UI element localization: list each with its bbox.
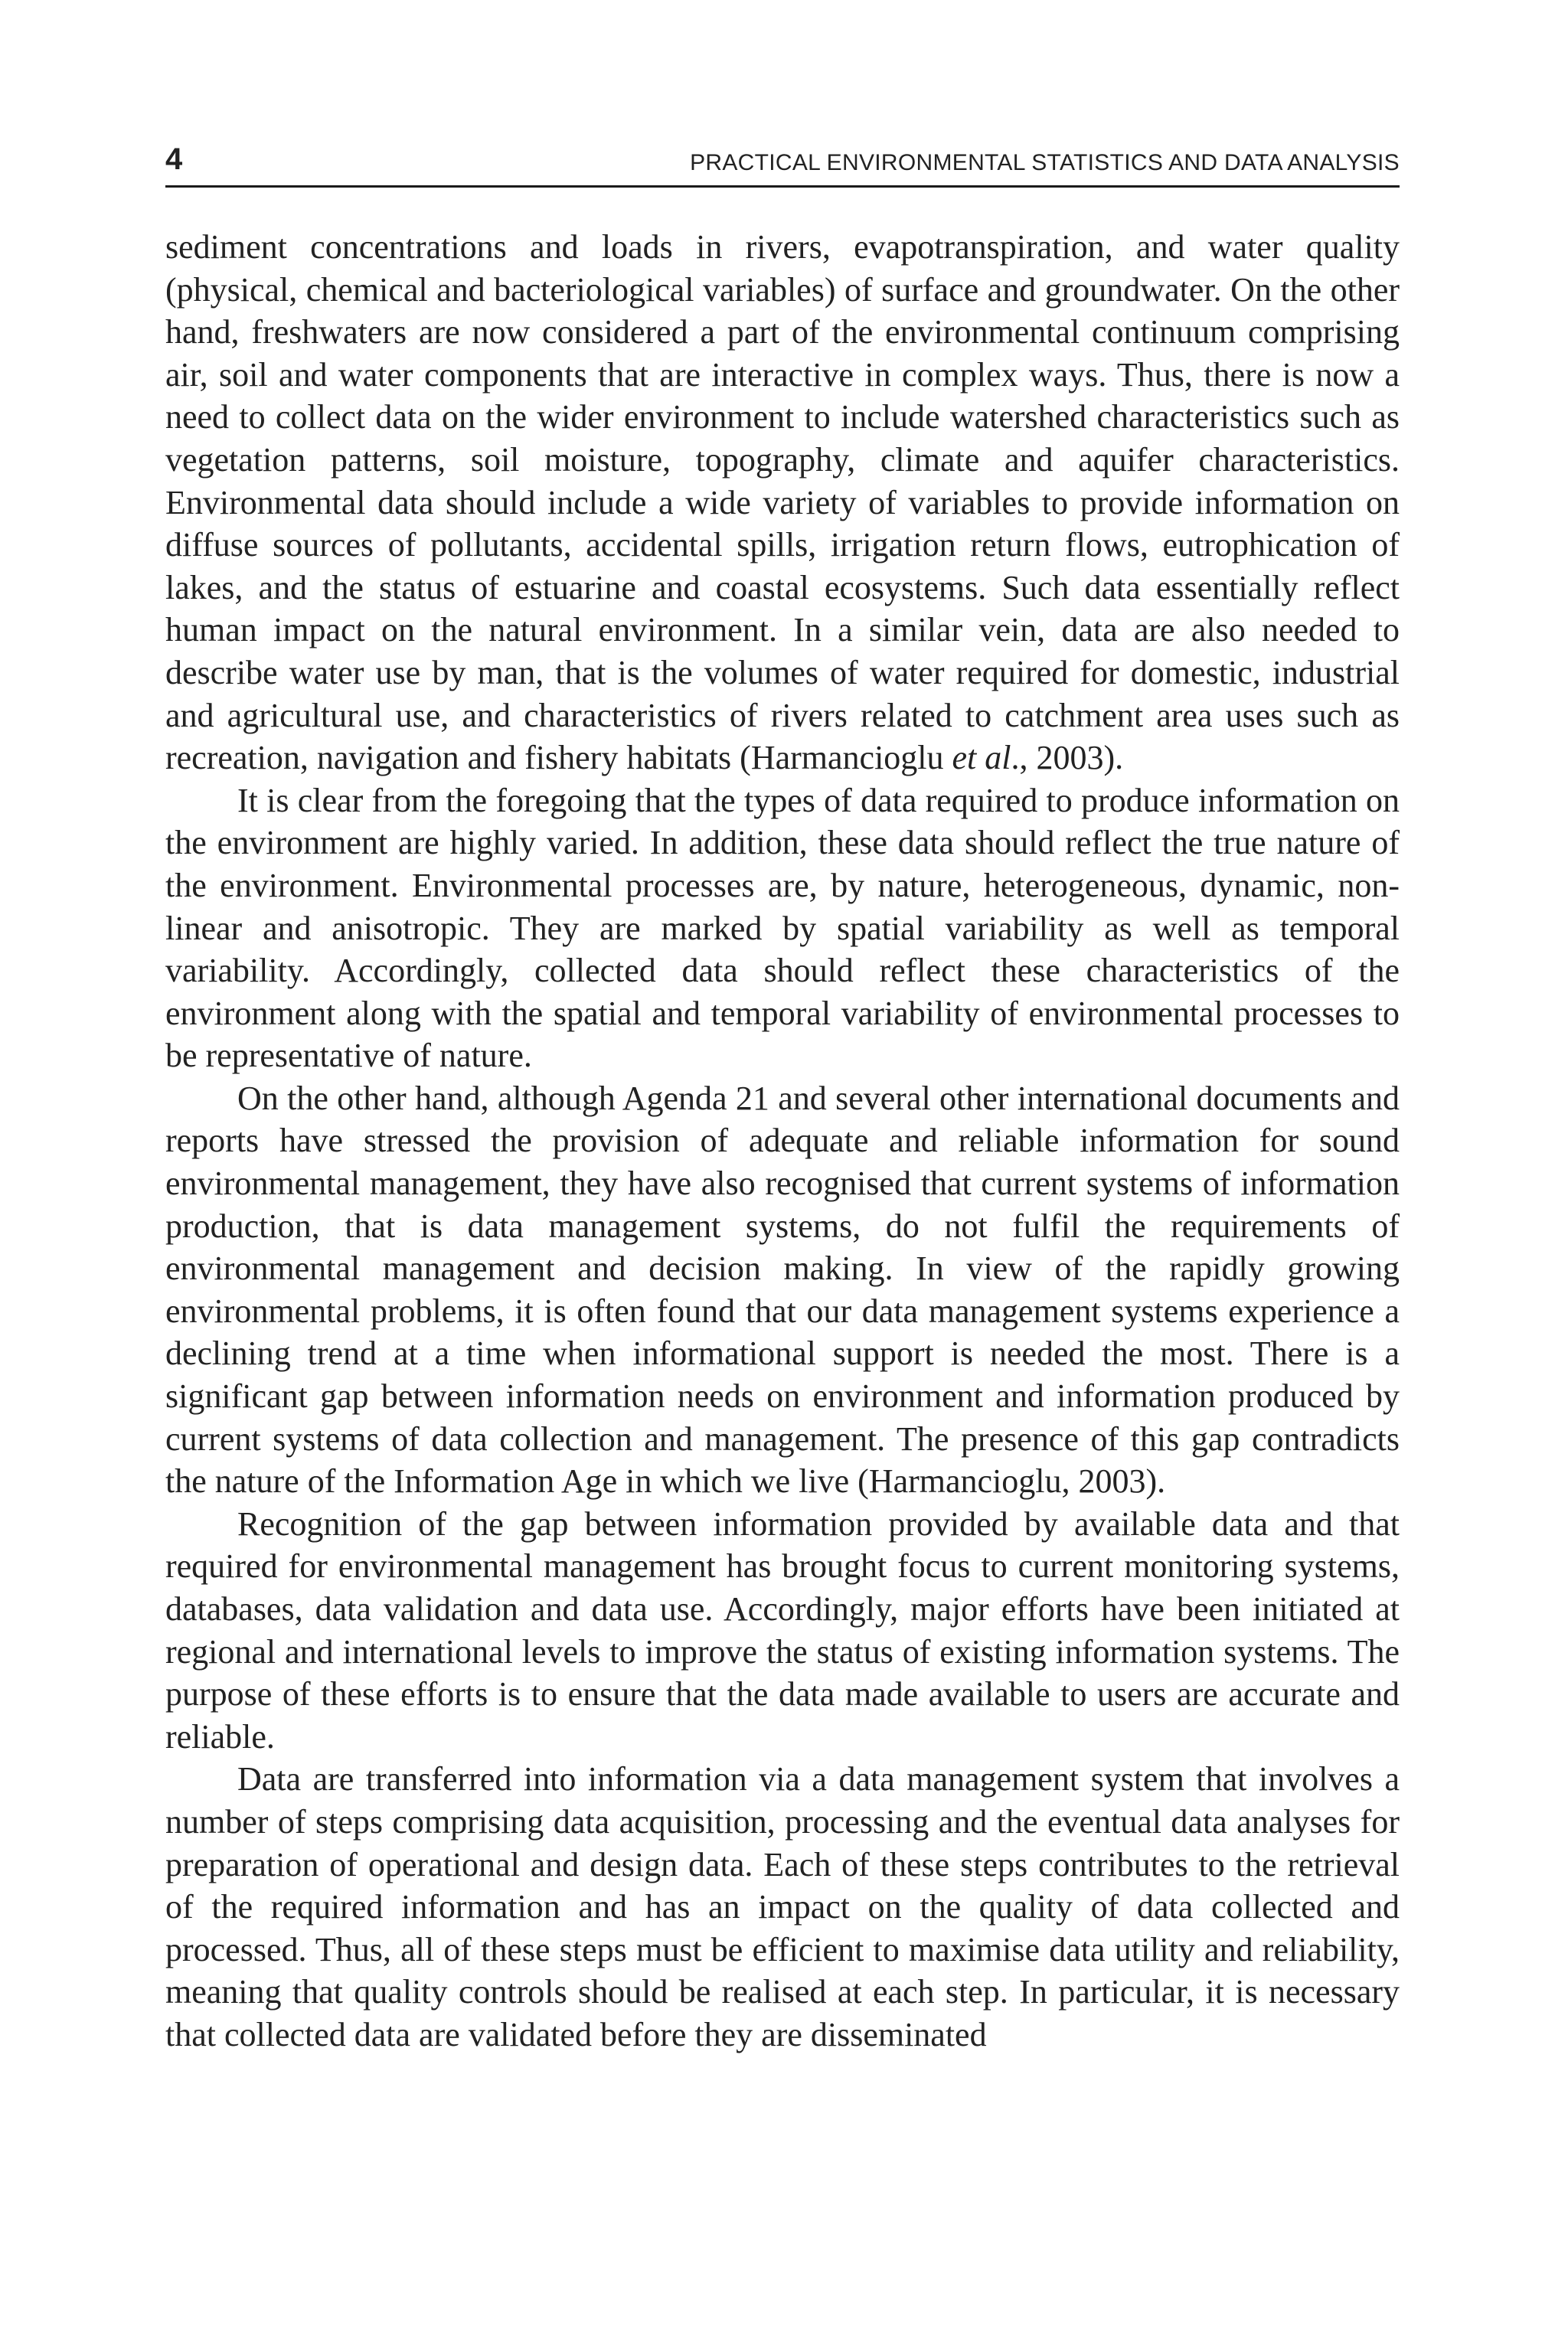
book-page — [165, 135, 1400, 2056]
running-header — [165, 135, 1400, 188]
paragraph-1 — [165, 226, 1400, 779]
body-text — [165, 226, 1400, 2056]
paragraph-5: Data are transferred into information via a data management system that involves a number of steps comprising data acquisition, processing and the eventual data analyses for preparation of operational and design data. Each of these steps contributes to the retrieval of the required information and has an impact on the quality of data collected and processed. Thus, all of these steps must be efficient to maximise data utility and reliability, meaning that quality controls should be realised at each step. In particular, it is necessary that collected data are validated before they are disseminated — [165, 1760, 1400, 2053]
paragraph-4: Recognition of the gap between information provided by available data and that required for environmental management has brought focus to current monitoring systems, databases, data validation and data use. Accordingly, major efforts have been initiated at regional and international levels to improve the status of existing information systems. The purpose of these efforts is to ensure that the data made available to users are accurate and reliable. — [165, 1504, 1400, 1756]
running-title: PRACTICAL ENVIRONMENTAL STATISTICS AND DATA ANALYSIS — [690, 150, 1400, 175]
paragraph-1-text: sediment concentrations and loads in rivers, evapotranspiration, and water quality (physical, chemical and bacteriological variables) of surface and groundwater. On the other hand, freshwaters are now considered a part of the environmental continuum comprising air, soil and water components that are interactive in complex ways. Thus, there is now a need to collect data on the wider environment to include watershed characteristics such as vegetation patterns, soil moisture, topography, climate and aquifer characteristics. Environmental data should include a wide variety of variables to provide information on diffuse sources of pollutants, accidental spills, irrigation return flows, eutrophication of lakes, and the status of estuarine and coastal ecosystems. Such data essentially reflect human impact on the natural environment. In a similar vein, data are also needed to describe water use by man, that is the volumes of water required for domestic, industrial and agricultural use, and characteristics of rivers related to catchment area uses such as recreation, navigation and fishery habitats (Harmancioglu — [165, 228, 1400, 777]
paragraph-1-italic: et al — [952, 739, 1011, 777]
page-number: 4 — [165, 142, 183, 176]
paragraph-1-citation-end: ., 2003). — [1011, 739, 1124, 777]
paragraph-2: It is clear from the foregoing that the types of data required to produce information on the environment are highly varied. In addition, these data should reflect the true nature of the environment. Environmental processes are, by nature, heterogeneous, dynamic, non-linear and anisotropic. They are marked by spatial variability as well as temporal variability. Accordingly, collected data should reflect these characteristics of the environment along with the spatial and temporal variability of environmental processes to be representative of nature. — [165, 781, 1400, 1075]
paragraph-3: On the other hand, although Agenda 21 and several other international documents and reports have stressed the provision of adequate and reliable information for sound environmental management, they have also recognised that current systems of information production, that is data management systems, do not fulfil the requirements of environmental management and decision making. In view of the rapidly growing environmental problems, it is often found that our data management systems experience a declining trend at a time when informational support is needed the most. There is a significant gap between information needs on environment and information produced by current systems of data collection and management. The presence of this gap contradicts the nature of the Information Age in which we live (Harmancioglu, 2003). — [165, 1079, 1400, 1501]
